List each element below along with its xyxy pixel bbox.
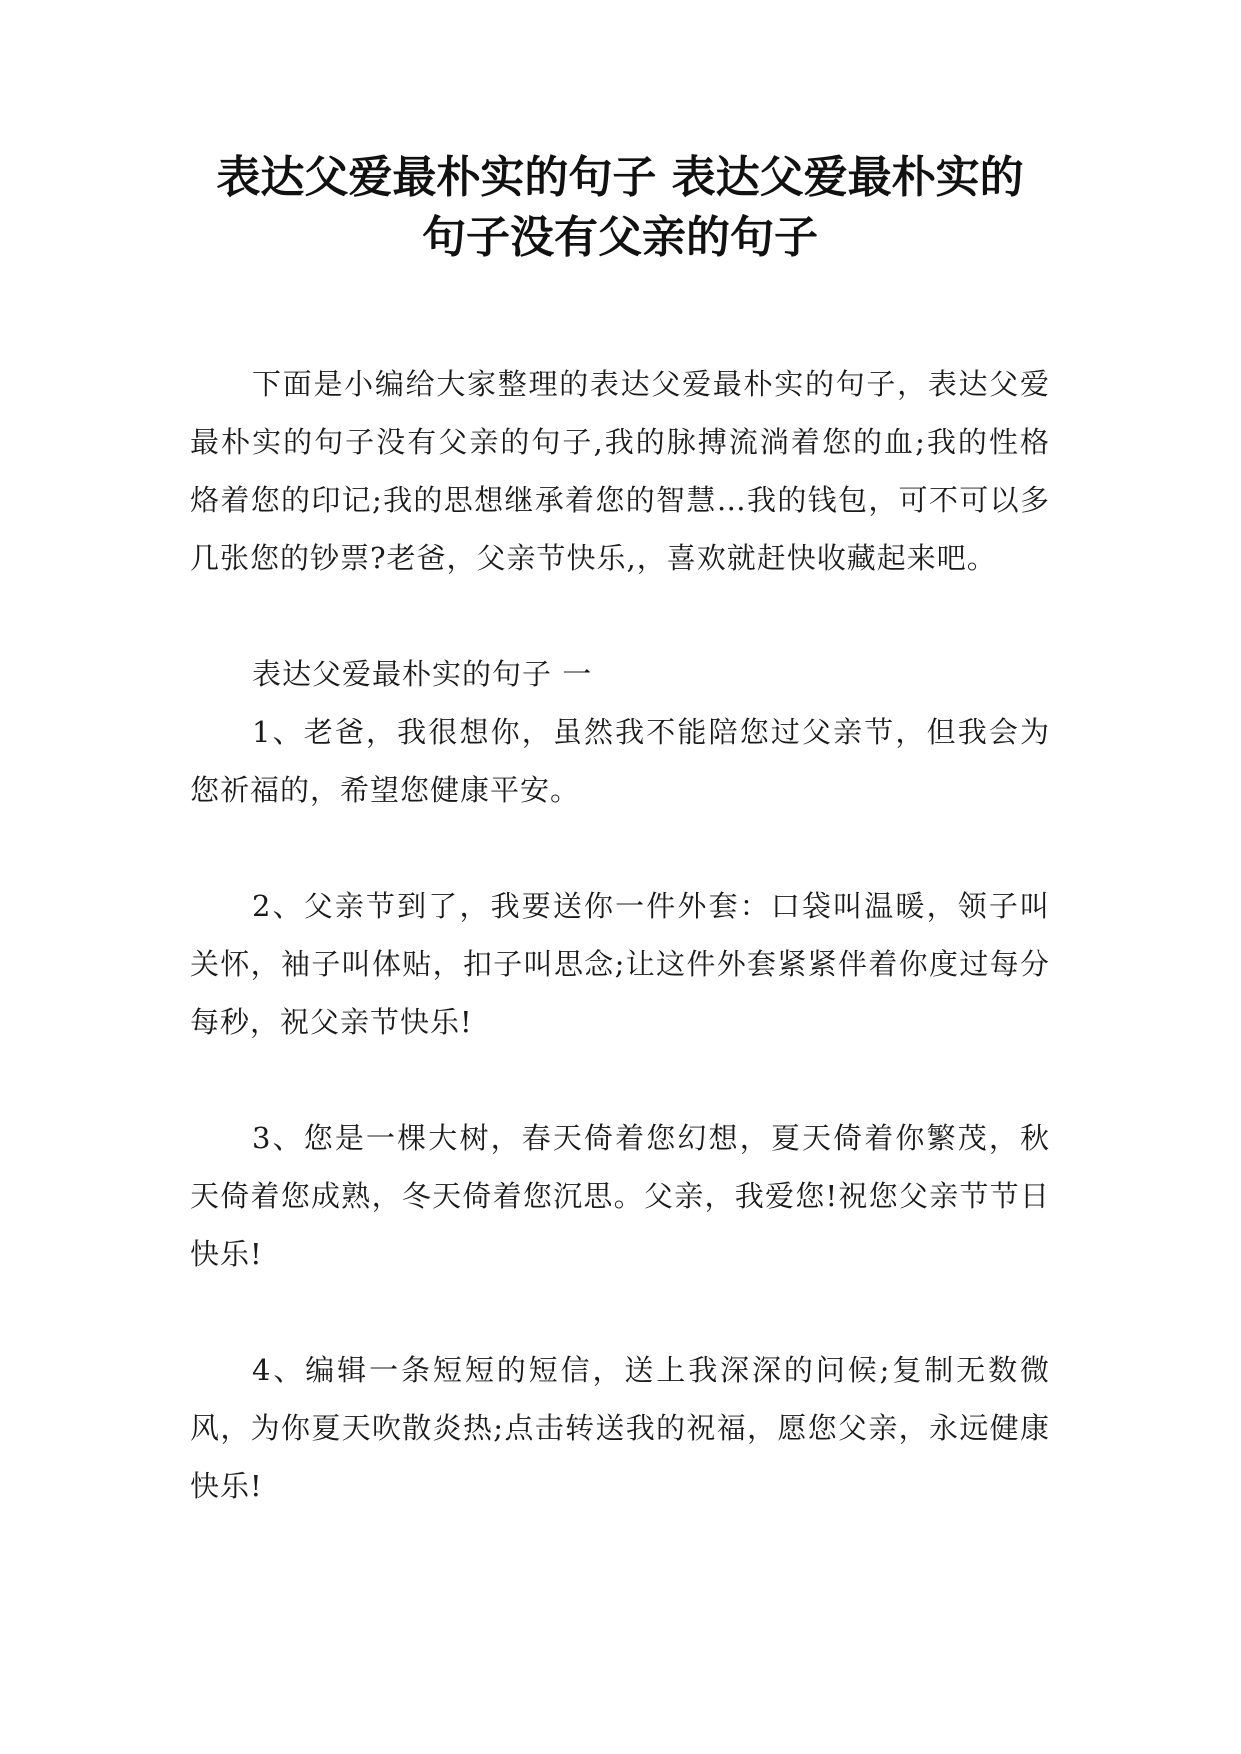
title-line-2: 句子没有父亲的句子 [422,212,818,263]
list-item-1: 1、老爸，我很想你，虽然我不能陪您过父亲节，但我会为您祈福的，希望您健康平安。 [190,715,1050,807]
list-item-2: 2、父亲节到了，我要送你一件外套：口袋叫温暖，领子叫关怀，袖子叫体贴，扣子叫思念;让这件外套紧紧伴着你度过每分每秒，祝父亲节快乐! [190,889,1050,1039]
list-item-4: 4、编辑一条短短的短信，送上我深深的问候;复制无数微风，为你夏天吹散炎热;点击转送我的祝福，愿您父亲，永远健康快乐! [190,1353,1050,1503]
section-heading: 表达父爱最朴实的句子 一 [252,657,593,691]
intro-paragraph: 下面是小编给大家整理的表达父爱最朴实的句子，表达父爱最朴实的句子没有父亲的句子,我的脉搏流淌着您的血;我的性格烙着您的印记;我的思想继承着您的智慧…我的钱包，可不可以多几张您的钞票?老爸，父亲节快乐,，喜欢就赶快收藏起来吧。 [190,367,1050,575]
document-body [190,355,1050,1515]
document-title [170,148,1070,268]
title-line-1: 表达父爱最朴实的句子 表达父爱最朴实的 [216,152,1024,203]
list-item-3: 3、您是一棵大树，春天倚着您幻想，夏天倚着你繁茂，秋天倚着您成熟，冬天倚着您沉思。父亲，我爱您!祝您父亲节节日快乐! [190,1121,1050,1271]
